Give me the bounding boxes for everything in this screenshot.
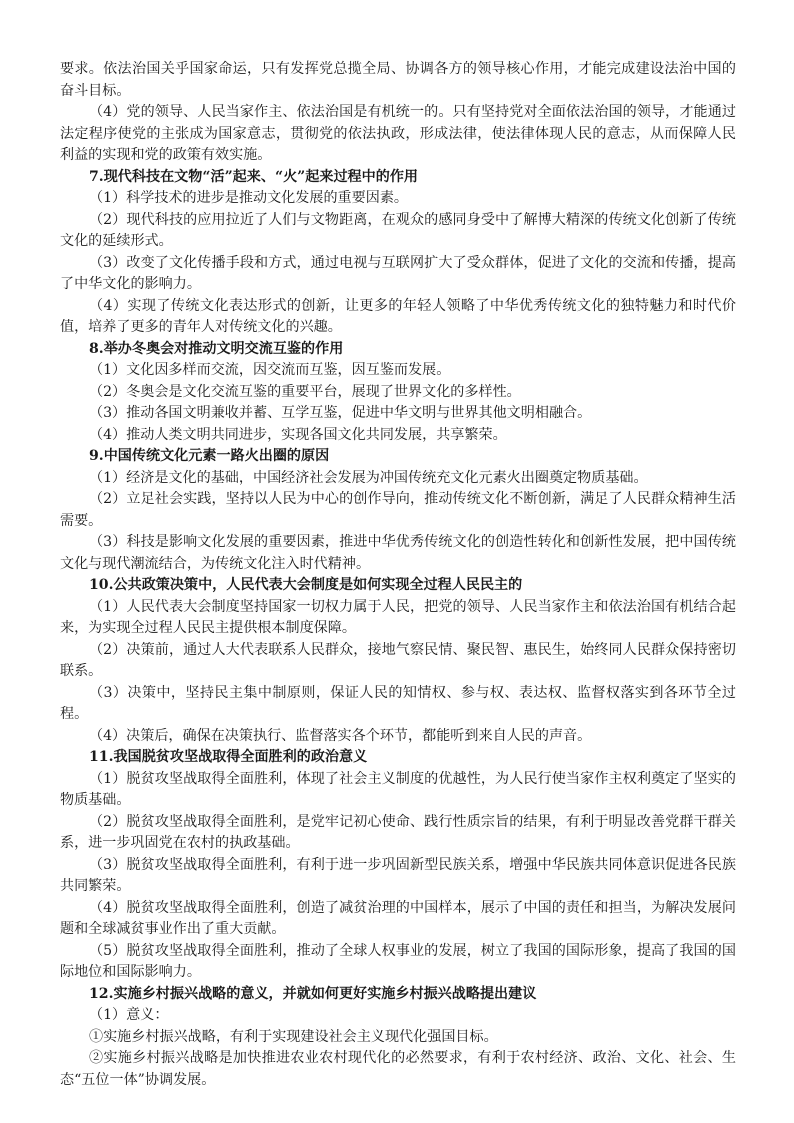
paragraph: （3）推动各国文明兼收并蓄、互学互鉴，促进中华文明与世界其他文明相融合。: [89, 405, 592, 421]
paragraph: （1）意义：: [89, 1007, 169, 1023]
paragraph: （2）立足社会实践，坚持以人民为中心的创作导向，推动传统文化不断创新，满足了人民群众精神生活需要。: [60, 491, 736, 529]
paragraph: （4）决策后，确保在决策执行、监督落实各个环节，都能听到来自人民的声音。: [89, 727, 592, 744]
paragraph: （1）文化因多样而交流，因交流而互鉴，因互鉴而发展。: [89, 362, 451, 378]
paragraph: （1）经济是文化的基础，中国经济社会发展为冲国传统充文化元素火出圈奠定物质基础。: [89, 469, 648, 486]
section-heading: 10.公共政策决策中，人民代表大会制度是如何实现全过程人民民主的: [89, 577, 523, 593]
paragraph: （1）科学技术的进步是推动文化发展的重要因素。: [89, 190, 409, 206]
section-heading: 11.我国脱贫攻坚战取得全面胜利的政治意义: [89, 749, 368, 765]
paragraph: （4）党的领导、人民当家作主、依法治国是有机统一的。只有坚持党对全面依法治国的领导，才能通过法定程序使党的主张成为国家意志，贯彻党的依法执政，形成法律，使法律体现人民的意志，从而保障人民利益的实现和党的政策有效实施。: [60, 104, 736, 163]
section-heading: 9.中国传统文化元素一路火出圈的原因: [89, 448, 330, 464]
paragraph: ①实施乡村振兴战略，有利于实现建设社会主义现代化强国目标。: [89, 1028, 498, 1045]
section-heading: 7.现代科技在文物“活”起来、“火”起来过程中的作用: [89, 168, 419, 185]
paragraph: （2）脱贫攻坚战取得全面胜利，是党牢记初心使命、践行性质宗旨的结果，有利于明显改善党群干群关系，进一步巩固党在农村的执政基础。: [60, 813, 736, 851]
paragraph: （2）冬奥会是文化交流互鉴的重要平台，展现了世界文化的多样性。: [89, 383, 521, 400]
continued-paragraph: 要求。依法治国关乎国家命运，只有发挥党总揽全局、协调各方的领导核心作用，才能完成建设法治中国的奋斗目标。: [60, 61, 736, 99]
paragraph: ②实施乡村振兴战略是加快推进农业农村现代化的必然要求，有利于农村经济、政治、文化、社会、生态“五位一体”协调发展。: [60, 1050, 736, 1088]
paragraph: （5）脱贫攻坚战取得全面胜利，推动了全球人权事业的发展，树立了我国的国际形象，提高了我国的国际地位和国际影响力。: [60, 942, 736, 980]
paragraph: （4）脱贫攻坚战取得全面胜利，创造了减贫治理的中国样本，展示了中国的责任和担当，为解决发展问题和全球减贫事业作出了重大贡献。: [60, 899, 736, 937]
paragraph: （1）脱贫攻坚战取得全面胜利，体现了社会主义制度的优越性，为人民行使当家作主权利奠定了坚实的物质基础。: [60, 770, 736, 808]
section-heading: 8.举办冬奥会对推动文明交流互鉴的作用: [89, 340, 344, 357]
document-body: [60, 59, 736, 1091]
section-heading: 12.实施乡村振兴战略的意义，并就如何更好实施乡村振兴战略提出建议: [89, 985, 537, 1002]
paragraph: （3）科技是影响文化发展的重要因素，推进中华优秀传统文化的创造性转化和创新性发展，把中国传统文化与现代潮流结合，为传统文化注入时代精神。: [60, 534, 736, 572]
paragraph: （3）决策中，坚持民主集中制原则，保证人民的知情权、参与权、表达权、监督权落实到各环节全过程。: [60, 684, 736, 722]
paragraph: （3）脱贫攻坚战取得全面胜利，有利于进一步巩固新型民族关系，增强中华民族共同体意识促进各民族共同繁荣。: [60, 856, 736, 894]
paragraph: （4）推动人类文明共同进步，实现各国文化共同发展，共享繁荣。: [89, 426, 507, 443]
paragraph: （1）人民代表大会制度坚持国家一切权力属于人民，把党的领导、人民当家作主和依法治国有机结合起来，为实现全过程人民民主提供根本制度保障。: [60, 598, 736, 636]
paragraph: （4）实现了传统文化表达形式的创新，让更多的年轻人领略了中华优秀传统文化的独特魅力和时代价值，培养了更多的青年人对传统文化的兴趣。: [60, 297, 736, 335]
paragraph: （2）决策前，通过人大代表联系人民群众，接地气察民情、聚民智、惠民生，始终同人民群众保持密切联系。: [60, 641, 736, 679]
paragraph: （2）现代科技的应用拉近了人们与文物距离，在观众的感同身受中了解博大精深的传统文化创新了传统文化的延续形式。: [60, 211, 736, 249]
paragraph: （3）改变了文化传播手段和方式，通过电视与互联网扩大了受众群体，促进了文化的交流和传播，提高了中华文化的影响力。: [60, 254, 736, 292]
